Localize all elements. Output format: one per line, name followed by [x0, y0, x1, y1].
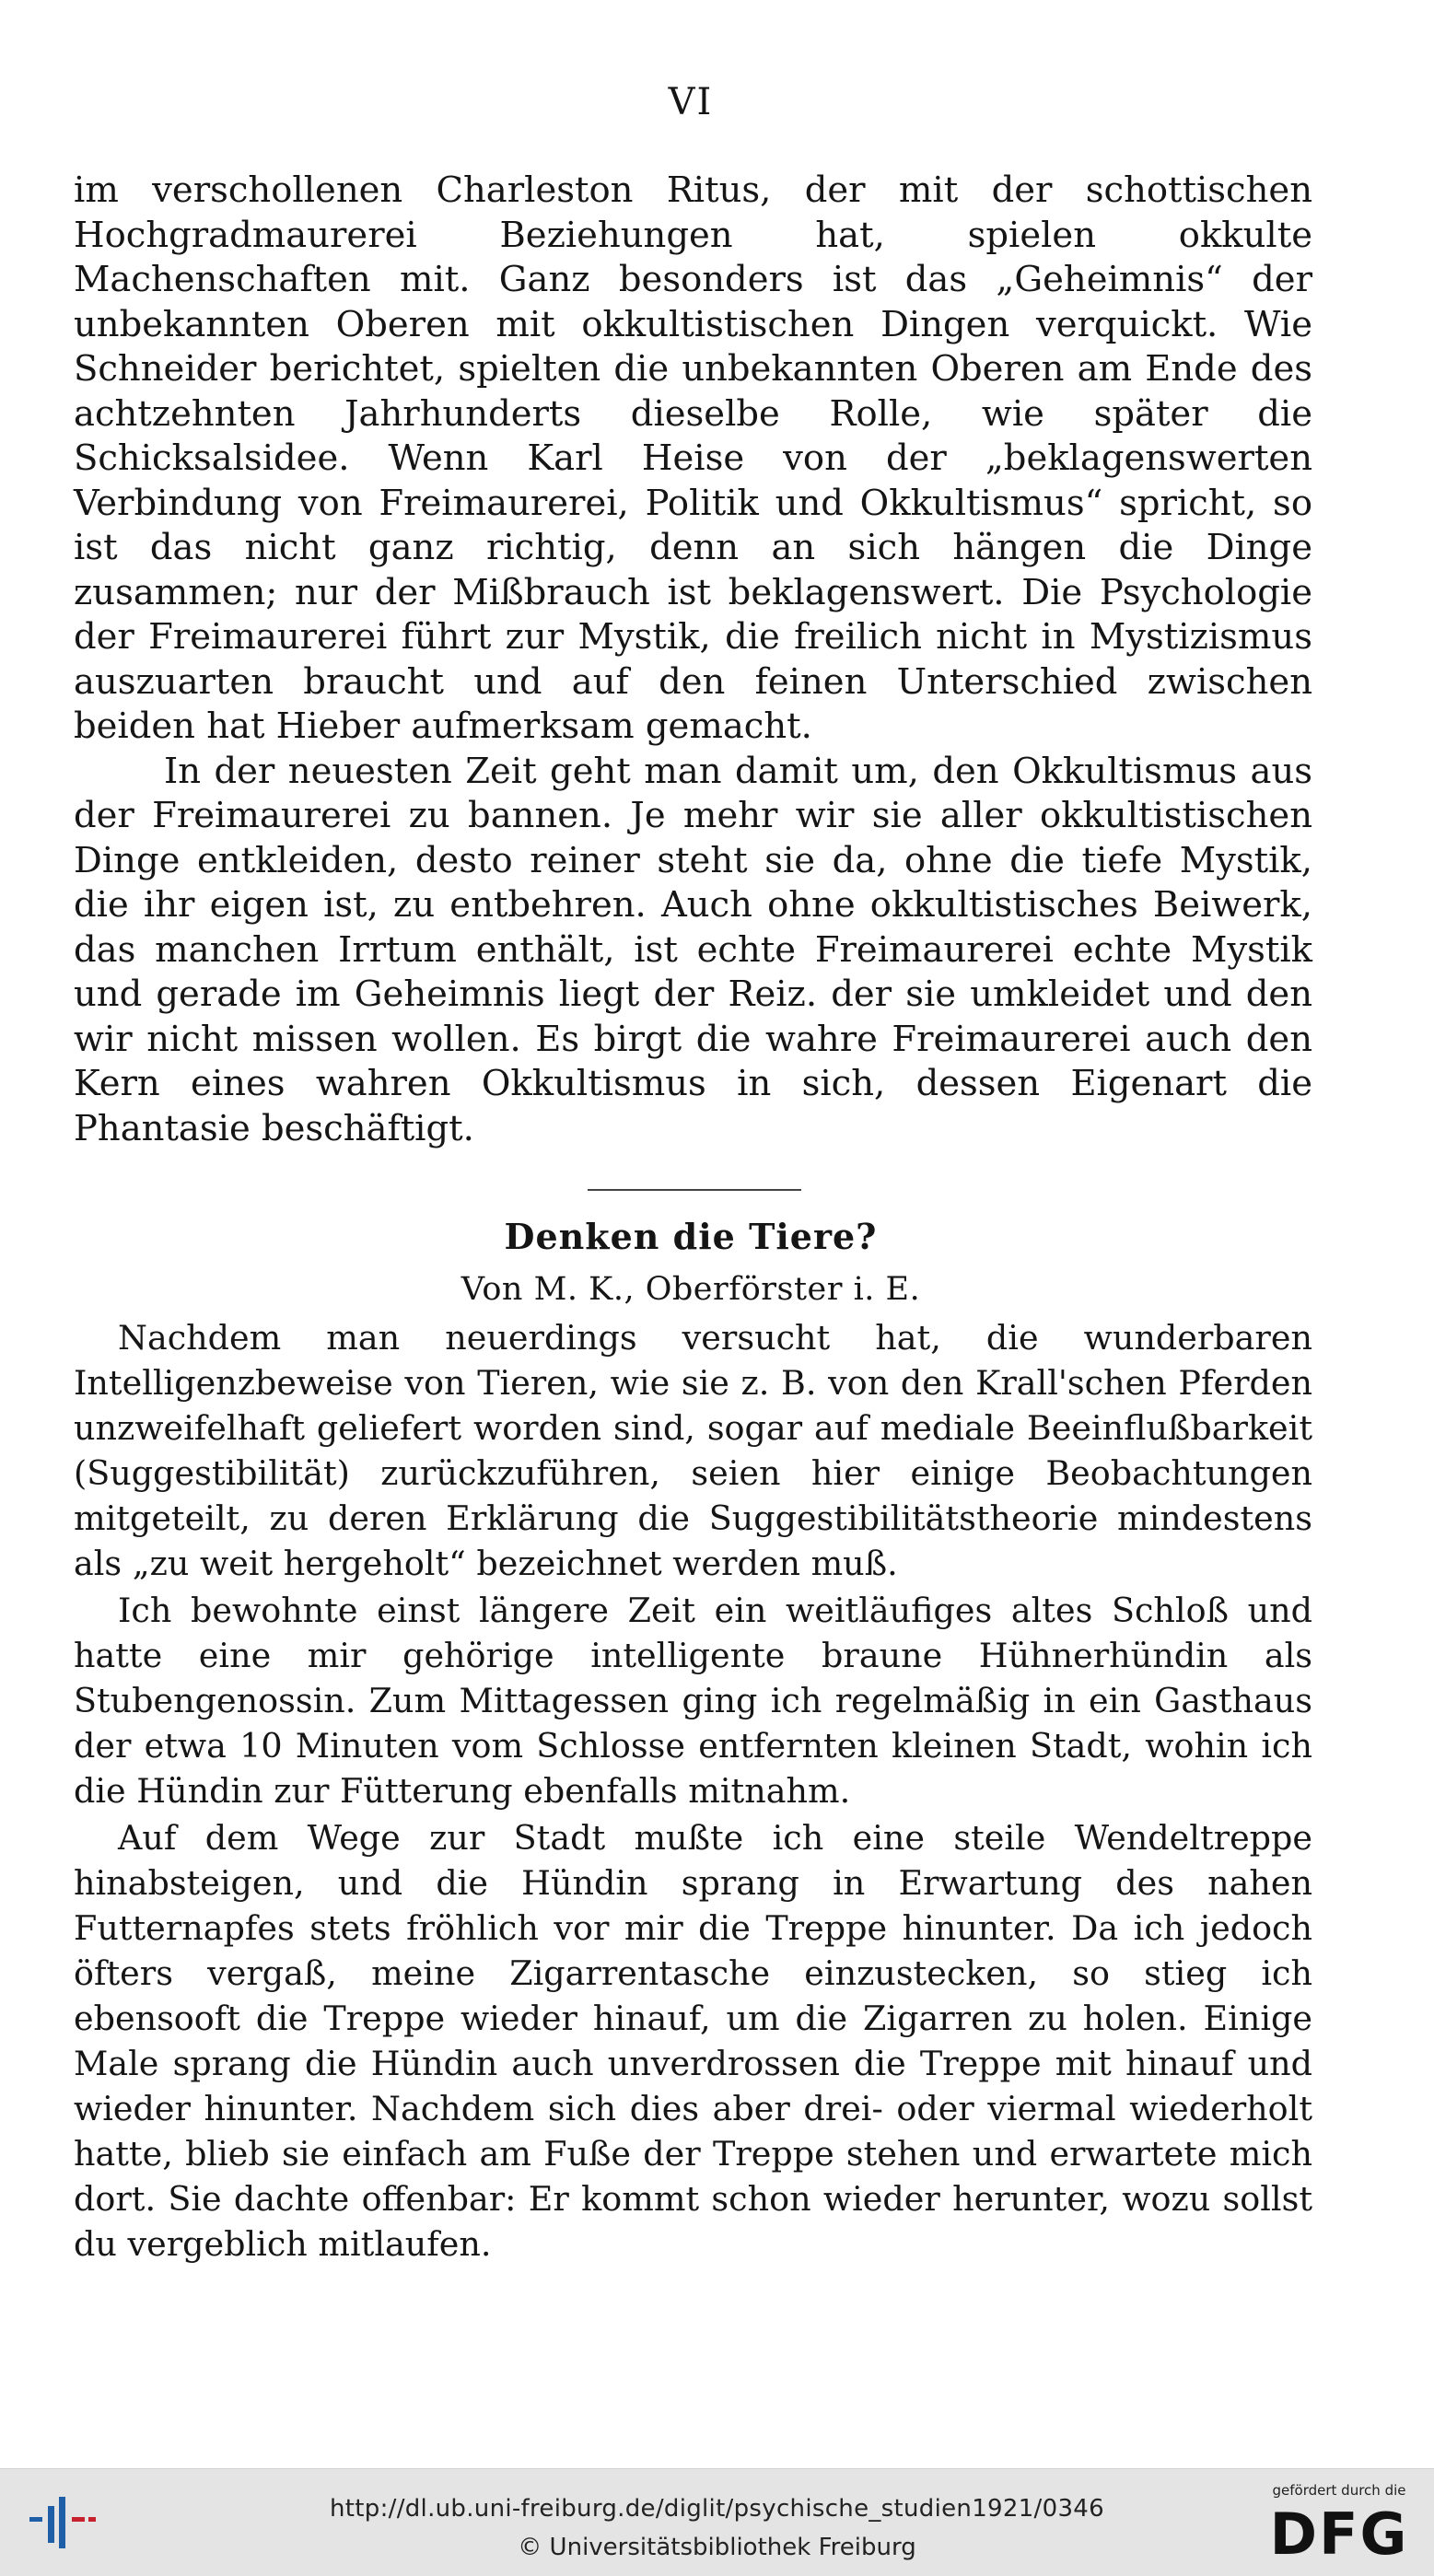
article-paragraph-1: Nachdem man neuerdings versucht hat, die wunderbaren Intelligenzbeweise von Tieren, wie sie z. B. von den Krall'schen Pferden unzweifelhaft geliefert worden sind, sogar auf mediale Beeinflußbarkeit (Suggestibilität) zurückzuführen, seien hier einige Beobachtungen mitgeteilt, zu deren Erklärung die Suggestibilitätstheorie mindestens als „zu weit hergeholt“ bezeichnet werden muß. [74, 1318, 1312, 1583]
article-heading: Denken die Tiere? [504, 1216, 878, 1257]
paragraph-2: In der neuesten Zeit geht man damit um, den Okkultismus aus der Freimaurerei zu bannen. Je mehr wir sie aller okkultistischen Dinge entkleiden, desto reiner steht sie da, ohne die tiefe Mystik, die ihr eigen ist, zu entbehren. Auch ohne okkultistisches Beiwerk, das manchen Irrtum enthält, ist echte Freimaurerei echte Mystik und gerade im Geheimnis liegt der Reiz. der sie umkleidet und den wir nicht missen wollen. Es birgt die wahre Freimaurerei auch den Kern eines wahren Okkultismus in sich, dessen Eigenart die Phantasie beschäftigt. [74, 750, 1312, 1149]
copyright-notice: © Universitätsbibliothek Freiburg [518, 2534, 916, 2561]
viewer-footer [0, 2468, 1434, 2576]
section-divider [588, 1189, 801, 1191]
article-byline: Von M. K., Oberförster i. E. [461, 1271, 921, 1308]
paragraph-1: im verschollenen Charleston Ritus, der mit der schottischen Hochgradmaurerei Beziehungen hat, spielen okkulte Machenschaften mit. Ganz besonders ist das „Geheimnis“ der unbekannten Oberen mit okkultistischen Dingen verquickt. Wie Schneider berichtet, spielten die unbekannten Oberen am Ende des achtzehnten Jahrhunderts dieselbe Rolle, wie später die Schicksalsidee. Wenn Karl Heise von der „beklagenswerten Verbindung von Freimaurerei, Politik und Okkultismus“ spricht, so ist das nicht ganz richtig, denn an sich hängen die Dinge zusammen; nur der Mißbrauch ist beklagenswert. Die Psychologie der Freimaurerei führt zur Mystik, die freilich nicht in Mystizismus auszuarten braucht und auf den feinen Unterschied zwischen beiden hat Hieber aufmerksam gemacht. [74, 169, 1312, 747]
sponsor-note: gefördert durch die [1272, 2482, 1406, 2499]
page-number: VI [668, 81, 714, 123]
permalink-url[interactable]: http://dl.ub.uni-freiburg.de/diglit/psychische_studien1921/0346 [330, 2495, 1104, 2523]
article-paragraph-2: Ich bewohnte einst längere Zeit ein weitläufiges altes Schloß und hatte eine mir gehörige intelligente braune Hühnerhündin als Stubengenossin. Zum Mittagessen ging ich regelmäßig in ein Gasthaus der etwa 10 Minuten vom Schlosse entfernten kleinen Stadt, wohin ich die Hündin zur Fütterung ebenfalls mitnahm. [74, 1591, 1312, 1811]
section-freimaurerei-text [74, 169, 1312, 1151]
dfg-logo[interactable]: DFG [1269, 2500, 1409, 2568]
article-body [74, 1315, 1312, 2267]
article-paragraph-3: Auf dem Wege zur Stadt mußte ich eine steile Wendeltreppe hinabsteigen, und die Hündin sprang in Erwartung des nahen Futternapfes stets fröhlich vor mir die Treppe hinunter. Da ich jedoch öfters vergaß, meine Zigarrentasche einzustecken, so stieg ich ebensooft die Treppe wieder hinauf, um die Zigarren zu holen. Einige Male sprang die Hündin auch unverdrossen die Treppe mit hinauf und wieder hinunter. Nachdem sich dies aber drei- oder viermal wiederholt hatte, blieb sie einfach am Fuße der Treppe stehen und erwartete mich dort. Sie dachte offenbar: Er kommt schon wieder herunter, wozu sollst du vergeblich mitlaufen. [74, 1818, 1312, 2264]
